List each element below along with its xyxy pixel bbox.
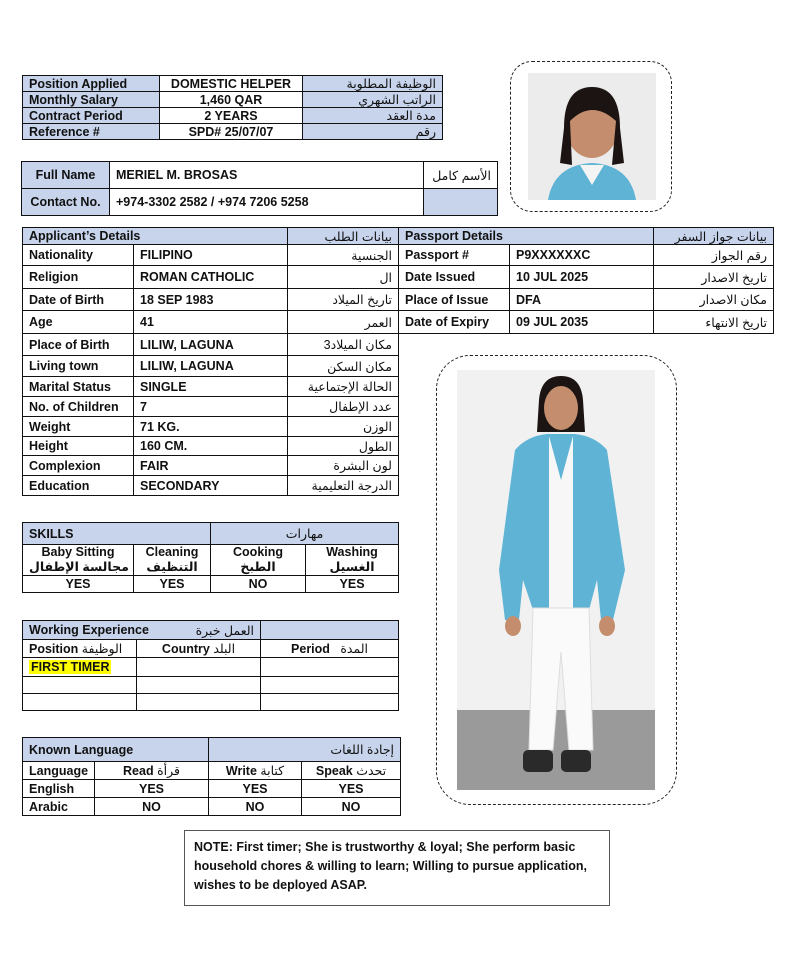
- table-row: [23, 289, 399, 311]
- language-title: Known Language: [23, 738, 209, 762]
- applicant-row-label-ar: الدرجة التعليمية: [288, 476, 399, 496]
- table-row: [22, 189, 498, 216]
- applicant-row-label-ar: مكان السكن: [288, 356, 399, 377]
- passport-title-ar: بيانات جواز السفر: [654, 228, 774, 245]
- skill-washing: Washing: [326, 545, 378, 559]
- applicant-row-value: LILIW, LAGUNA: [134, 334, 288, 356]
- applicant-table: [22, 227, 399, 496]
- skill-cooking-ar: الطبخ: [240, 560, 276, 574]
- col-language: Language: [23, 762, 95, 780]
- experience-table: [22, 620, 399, 711]
- passport-table: [398, 227, 774, 334]
- full-name-label: Full Name: [22, 162, 110, 189]
- portrait-frame: [510, 61, 672, 212]
- applicant-row-label-ar: مكان الميلاد3: [288, 334, 399, 356]
- lang-english: English: [23, 780, 95, 798]
- applicant-title: Applicant’s Details: [23, 228, 288, 245]
- passport-row-label: Place of Issue: [399, 289, 510, 311]
- applicant-row-label: Weight: [23, 417, 134, 437]
- applicant-row-label-ar: لون البشرة: [288, 456, 399, 476]
- table-row: [23, 694, 399, 711]
- table-row: [399, 311, 774, 334]
- applicant-row-value: 7: [134, 397, 288, 417]
- applicant-row-value: 18 SEP 1983: [134, 289, 288, 311]
- col-period: Period: [291, 642, 330, 656]
- lang-arabic: Arabic: [23, 798, 95, 816]
- table-row: [23, 658, 399, 677]
- applicant-row-value: FILIPINO: [134, 245, 288, 266]
- full-body-frame: [436, 355, 677, 805]
- skill-baby-sitting-ar: مجالسة الإطفال: [29, 560, 129, 574]
- table-row: [23, 311, 399, 334]
- passport-row-label-ar: تاريخ الانتهاء: [654, 311, 774, 334]
- passport-row-label: Passport #: [399, 245, 510, 266]
- applicant-row-value: SECONDARY: [134, 476, 288, 496]
- passport-row-label-ar: مكان الاصدار: [654, 289, 774, 311]
- table-row: [23, 76, 443, 92]
- salary-label: Monthly Salary: [23, 92, 160, 108]
- table-row: [23, 545, 399, 576]
- passport-row-label: Date of Expiry: [399, 311, 510, 334]
- table-row: [23, 476, 399, 496]
- applicant-row-label: Complexion: [23, 456, 134, 476]
- table-row: [23, 640, 399, 658]
- table-row: [399, 245, 774, 266]
- contact-empty-cell: [424, 189, 498, 216]
- language-title-ar: إجادة اللغات: [209, 738, 401, 762]
- table-row: [23, 576, 399, 593]
- english-write: YES: [209, 780, 302, 798]
- applicant-row-value: ROMAN CATHOLIC: [134, 266, 288, 289]
- table-row: [23, 456, 399, 476]
- skill-washing-value: YES: [306, 576, 399, 593]
- applicant-row-label-ar: ال: [288, 266, 399, 289]
- table-row: [23, 228, 399, 245]
- col-speak: Speak: [315, 764, 353, 778]
- skills-title: SKILLS: [23, 523, 211, 545]
- full-name-label-ar: الأسم كامل: [424, 162, 498, 189]
- applicant-row-label: Living town: [23, 356, 134, 377]
- applicant-row-label-ar: عدد الإطفال: [288, 397, 399, 417]
- experience-title: Working Experience: [29, 622, 149, 637]
- table-row: [23, 738, 401, 762]
- applicant-row-label-ar: العمر: [288, 311, 399, 334]
- passport-row-label: Date Issued: [399, 266, 510, 289]
- applicant-row-label: Religion: [23, 266, 134, 289]
- skills-title-ar: مهارات: [211, 523, 399, 545]
- passport-title: Passport Details: [399, 228, 654, 245]
- table-row: [399, 266, 774, 289]
- passport-row-value: P9XXXXXXC: [510, 245, 654, 266]
- skill-washing-ar: الغسيل: [329, 560, 375, 574]
- applicant-row-value: FAIR: [134, 456, 288, 476]
- applicant-row-value: SINGLE: [134, 377, 288, 397]
- name-table: [21, 161, 498, 216]
- applicant-row-label: No. of Children: [23, 397, 134, 417]
- skill-cleaning: Cleaning: [145, 545, 199, 559]
- arabic-speak: NO: [302, 798, 401, 816]
- col-country: Country: [161, 642, 210, 656]
- table-row: [23, 621, 399, 640]
- full-body-photo: [457, 370, 655, 790]
- col-country-ar: البلد: [213, 642, 236, 656]
- arabic-write: NO: [209, 798, 302, 816]
- english-read: YES: [95, 780, 209, 798]
- skill-cooking: Cooking: [233, 545, 284, 559]
- table-row: [23, 397, 399, 417]
- language-table: [22, 737, 401, 816]
- position-label: Position Applied: [23, 76, 160, 92]
- table-row: [399, 289, 774, 311]
- reference-value: SPD# 25/07/07: [160, 124, 303, 140]
- note-box: [184, 830, 610, 906]
- position-label-ar: الوظيفة المطلوبة: [303, 76, 443, 92]
- col-write-ar: كتابة: [260, 764, 285, 778]
- col-read: Read: [123, 764, 154, 778]
- contract-label: Contract Period: [23, 108, 160, 124]
- experience-title-ar: العمل خبرة: [195, 623, 255, 638]
- col-period-ar: المدة: [340, 642, 368, 656]
- applicant-row-value: 41: [134, 311, 288, 334]
- english-speak: YES: [302, 780, 401, 798]
- applicant-row-label: Date of Birth: [23, 289, 134, 311]
- passport-row-label-ar: رقم الجواز: [654, 245, 774, 266]
- col-speak-ar: تحدث: [356, 764, 387, 778]
- table-row: [399, 228, 774, 245]
- applicant-row-label: Height: [23, 437, 134, 456]
- applicant-row-value: LILIW, LAGUNA: [134, 356, 288, 377]
- skill-baby-sitting-value: YES: [23, 576, 134, 593]
- applicant-title-ar: بيانات الطلب: [288, 228, 399, 245]
- table-row: [23, 523, 399, 545]
- applicant-row-label-ar: الحالة الإجتماعية: [288, 377, 399, 397]
- note-text: NOTE: First timer; She is trustworthy & loyal; She perform basic household chores & willing to learn; Willing to pursue application, wishes to be deployed ASAP.: [194, 840, 587, 892]
- first-timer-text: FIRST TIMER: [31, 660, 110, 674]
- skill-baby-sitting: Baby Sitting: [41, 545, 115, 559]
- table-row: [23, 92, 443, 108]
- table-row: [23, 437, 399, 456]
- skills-table: [22, 522, 399, 593]
- applicant-row-label: Place of Birth: [23, 334, 134, 356]
- passport-row-label-ar: تاريخ الاصدار: [654, 266, 774, 289]
- contact-value: +974-3302 2582 / +974 7206 5258: [110, 189, 424, 216]
- table-row: [23, 417, 399, 437]
- position-value: DOMESTIC HELPER: [160, 76, 303, 92]
- skill-cooking-value: NO: [211, 576, 306, 593]
- table-row: [23, 780, 401, 798]
- portrait-photo: [528, 73, 656, 200]
- salary-label-ar: الراتب الشهري: [303, 92, 443, 108]
- passport-row-value: 10 JUL 2025: [510, 266, 654, 289]
- position-table: [22, 75, 443, 140]
- skill-cleaning-value: YES: [134, 576, 211, 593]
- table-row: [23, 266, 399, 289]
- applicant-row-label-ar: الجنسية: [288, 245, 399, 266]
- applicant-row-label: Education: [23, 476, 134, 496]
- applicant-row-label-ar: الطول: [288, 437, 399, 456]
- applicant-row-value: 160 CM.: [134, 437, 288, 456]
- passport-row-value: 09 JUL 2035: [510, 311, 654, 334]
- table-row: [23, 798, 401, 816]
- col-read-ar: قرأة: [157, 764, 180, 778]
- salary-value: 1,460 QAR: [160, 92, 303, 108]
- contract-value: 2 YEARS: [160, 108, 303, 124]
- contact-label: Contact No.: [22, 189, 110, 216]
- applicant-row-label: Nationality: [23, 245, 134, 266]
- passport-row-value: DFA: [510, 289, 654, 311]
- applicant-row-label: Age: [23, 311, 134, 334]
- col-position: Position: [29, 642, 79, 656]
- applicant-row-label-ar: تاريخ الميلاد: [288, 289, 399, 311]
- table-row: [23, 762, 401, 780]
- table-row: [23, 377, 399, 397]
- table-row: [23, 124, 443, 140]
- applicant-row-label-ar: الوزن: [288, 417, 399, 437]
- col-write: Write: [225, 764, 257, 778]
- reference-label-ar: رقم: [303, 124, 443, 140]
- skill-cleaning-ar: التنظيف: [146, 560, 198, 574]
- applicant-row-value: 71 KG.: [134, 417, 288, 437]
- reference-label: Reference #: [23, 124, 160, 140]
- table-row: [22, 162, 498, 189]
- full-name-value: MERIEL M. BROSAS: [110, 162, 424, 189]
- arabic-read: NO: [95, 798, 209, 816]
- table-row: [23, 108, 443, 124]
- contract-label-ar: مدة العقد: [303, 108, 443, 124]
- table-row: [23, 334, 399, 356]
- table-row: [23, 677, 399, 694]
- col-position-ar: الوظيفة: [81, 642, 123, 656]
- applicant-row-label: Marital Status: [23, 377, 134, 397]
- table-row: [23, 245, 399, 266]
- table-row: [23, 356, 399, 377]
